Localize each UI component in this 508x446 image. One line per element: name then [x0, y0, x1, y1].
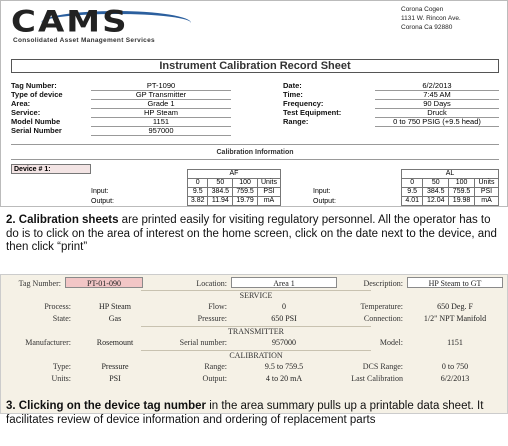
last-calibration-label: Last Calibration — [351, 374, 403, 383]
al-col: 0 — [402, 179, 423, 188]
state-label: State: — [52, 314, 71, 323]
caption-3 — [6, 400, 506, 427]
logo-subtitle: Consolidated Asset Management Services — [13, 37, 155, 44]
field-value: 90 Days — [375, 99, 499, 109]
location-label: Location: — [196, 279, 227, 288]
calibration-info-heading: Calibration Information — [216, 149, 294, 156]
field-row — [283, 108, 499, 117]
field-value: Druck — [375, 108, 499, 118]
field-value: GP Transmitter — [91, 90, 231, 100]
dcs-range-value: 0 to 750 — [441, 362, 469, 371]
process-label: Process: — [44, 302, 71, 311]
caption-2 — [6, 214, 506, 255]
caption-2-text: are printed easily for visiting regulatory personnel. All the operator has to do is to click on the area of interest on the home screen, click on the date next to the device, and then click “print” — [6, 214, 497, 253]
field-label: Frequency: — [283, 99, 324, 108]
temperature-value: 650 Deg. F — [437, 302, 473, 311]
field-row — [283, 81, 499, 90]
af-input-label: Input: — [91, 188, 109, 195]
field-label: Model Numbe — [11, 117, 61, 126]
af-header: AF — [188, 170, 281, 179]
field-value: 1151 — [91, 117, 231, 127]
caption-3-bold: 3. Clicking on the device tag number — [6, 400, 207, 412]
field-row — [11, 99, 251, 108]
service-header: SERVICE — [141, 290, 371, 300]
field-row — [11, 81, 251, 90]
temperature-label: Temperature: — [360, 302, 403, 311]
field-label: Time: — [283, 90, 303, 99]
process-value: HP Steam — [99, 302, 131, 311]
al-header: AL — [402, 170, 499, 179]
description-label: Description: — [363, 279, 403, 288]
al-output-cell: 12.04 — [423, 197, 449, 206]
af-input-cell: 9.5 — [188, 188, 208, 197]
af-input-cell: 384.5 — [208, 188, 233, 197]
af-output-cell: 11.94 — [208, 197, 233, 206]
af-table — [187, 169, 281, 206]
company-address — [401, 5, 461, 32]
serial-number-label: Serial number: — [179, 338, 227, 347]
field-value: Grade 1 — [91, 99, 231, 109]
field-row — [283, 117, 499, 126]
field-row — [11, 126, 251, 135]
right-fields — [283, 81, 499, 126]
al-output-cell: 19.98 — [449, 197, 475, 206]
field-row — [11, 117, 251, 126]
dcs-range-label: DCS Range: — [362, 362, 403, 371]
field-row — [11, 90, 251, 99]
field-row — [283, 90, 499, 99]
af-col: Units — [257, 179, 280, 188]
af-input-cell: 759.5 — [233, 188, 258, 197]
af-output-cell: mA — [257, 197, 280, 206]
flow-label: Flow: — [208, 302, 227, 311]
al-input-cell: 384.5 — [423, 188, 449, 197]
left-fields — [11, 81, 251, 135]
field-label: Tag Number: — [11, 81, 57, 90]
field-value: 957000 — [91, 126, 231, 136]
connection-value: 1/2" NPT Manifold — [423, 314, 487, 323]
type-label: Type: — [52, 362, 71, 371]
field-value: 6/2/2013 — [375, 81, 499, 91]
device-label: Device # 1: — [11, 164, 91, 174]
caption-2-bold: 2. Calibration sheets — [6, 214, 119, 226]
manufacturer-label: Manufacturer: — [25, 338, 71, 347]
al-col: 100 — [449, 179, 475, 188]
al-input-cell: 9.5 — [402, 188, 423, 197]
field-label: Service: — [11, 108, 41, 117]
al-col: 50 — [423, 179, 449, 188]
address-line: Corona Cogen — [401, 6, 444, 13]
calibration-header: CALIBRATION — [141, 350, 371, 360]
af-output-label: Output: — [91, 198, 114, 205]
cams-logo: CAMS — [11, 5, 129, 39]
divider — [11, 144, 499, 145]
field-label: Type of device — [11, 90, 63, 99]
manufacturer-value: Rosemount — [96, 338, 134, 347]
field-label: Test Equipment: — [283, 108, 342, 117]
al-input-cell: PSI — [474, 188, 498, 197]
field-row — [11, 108, 251, 117]
pressure-label: Pressure: — [197, 314, 227, 323]
location-value: Area 1 — [273, 279, 295, 288]
model-label: Model: — [379, 338, 403, 347]
flow-value: 0 — [282, 302, 286, 311]
divider — [11, 159, 499, 160]
af-col: 0 — [188, 179, 208, 188]
af-input-cell: PSI — [257, 188, 280, 197]
al-col: Units — [474, 179, 498, 188]
connection-label: Connection: — [363, 314, 403, 323]
last-calibration-value[interactable]: 6/2/2013 — [440, 374, 470, 383]
al-output-cell: 4.01 — [402, 197, 423, 206]
state-value: Gas — [108, 314, 122, 323]
range-value: 9.5 to 759.5 — [264, 362, 304, 371]
field-label: Area: — [11, 99, 31, 108]
calibration-record-sheet — [0, 0, 508, 207]
field-value: 7:45 AM — [375, 90, 499, 100]
field-value: PT-1090 — [91, 81, 231, 91]
al-output-label: Output: — [313, 198, 336, 205]
transmitter-header: TRANSMITTER — [141, 326, 371, 336]
tag-number-label: Tag Number: — [18, 279, 61, 288]
al-input-cell: 759.5 — [449, 188, 475, 197]
af-output-cell: 19.79 — [233, 197, 258, 206]
af-col: 100 — [233, 179, 258, 188]
address-line: Corona Ca 92880 — [401, 24, 453, 31]
output-label: Output: — [202, 374, 227, 383]
tag-number-value[interactable]: PT-01-090 — [87, 279, 121, 288]
al-output-cell: mA — [474, 197, 498, 206]
description-value: HP Steam to GT — [428, 279, 482, 288]
units-value: PSI — [109, 374, 121, 383]
output-value: 4 to 20 mA — [265, 374, 303, 383]
units-label: Units: — [51, 374, 71, 383]
caption-3-text: in the area summary pulls up a printable data sheet. It facilitates review of device information and ordering of replacement parts — [6, 400, 484, 426]
pressure-value: 650 PSI — [271, 314, 297, 323]
field-label: Date: — [283, 81, 302, 90]
al-input-label: Input: — [313, 188, 331, 195]
field-label: Serial Number — [11, 126, 62, 135]
af-output-cell: 3.82 — [188, 197, 208, 206]
sheet-title: Instrument Calibration Record Sheet — [11, 59, 499, 73]
device-data-sheet — [0, 274, 508, 414]
type-value: Pressure — [101, 362, 129, 371]
serial-number-value: 957000 — [272, 338, 296, 347]
al-table — [401, 169, 499, 206]
address-line: 1131 W. Rincon Ave. — [401, 15, 461, 22]
field-label: Range: — [283, 117, 309, 126]
field-value: HP Steam — [91, 108, 231, 118]
field-row — [283, 99, 499, 108]
af-col: 50 — [208, 179, 233, 188]
field-value: 0 to 750 PSIG (+9.5 head) — [375, 117, 499, 127]
model-value: 1151 — [447, 338, 463, 347]
range-label: Range: — [204, 362, 227, 371]
